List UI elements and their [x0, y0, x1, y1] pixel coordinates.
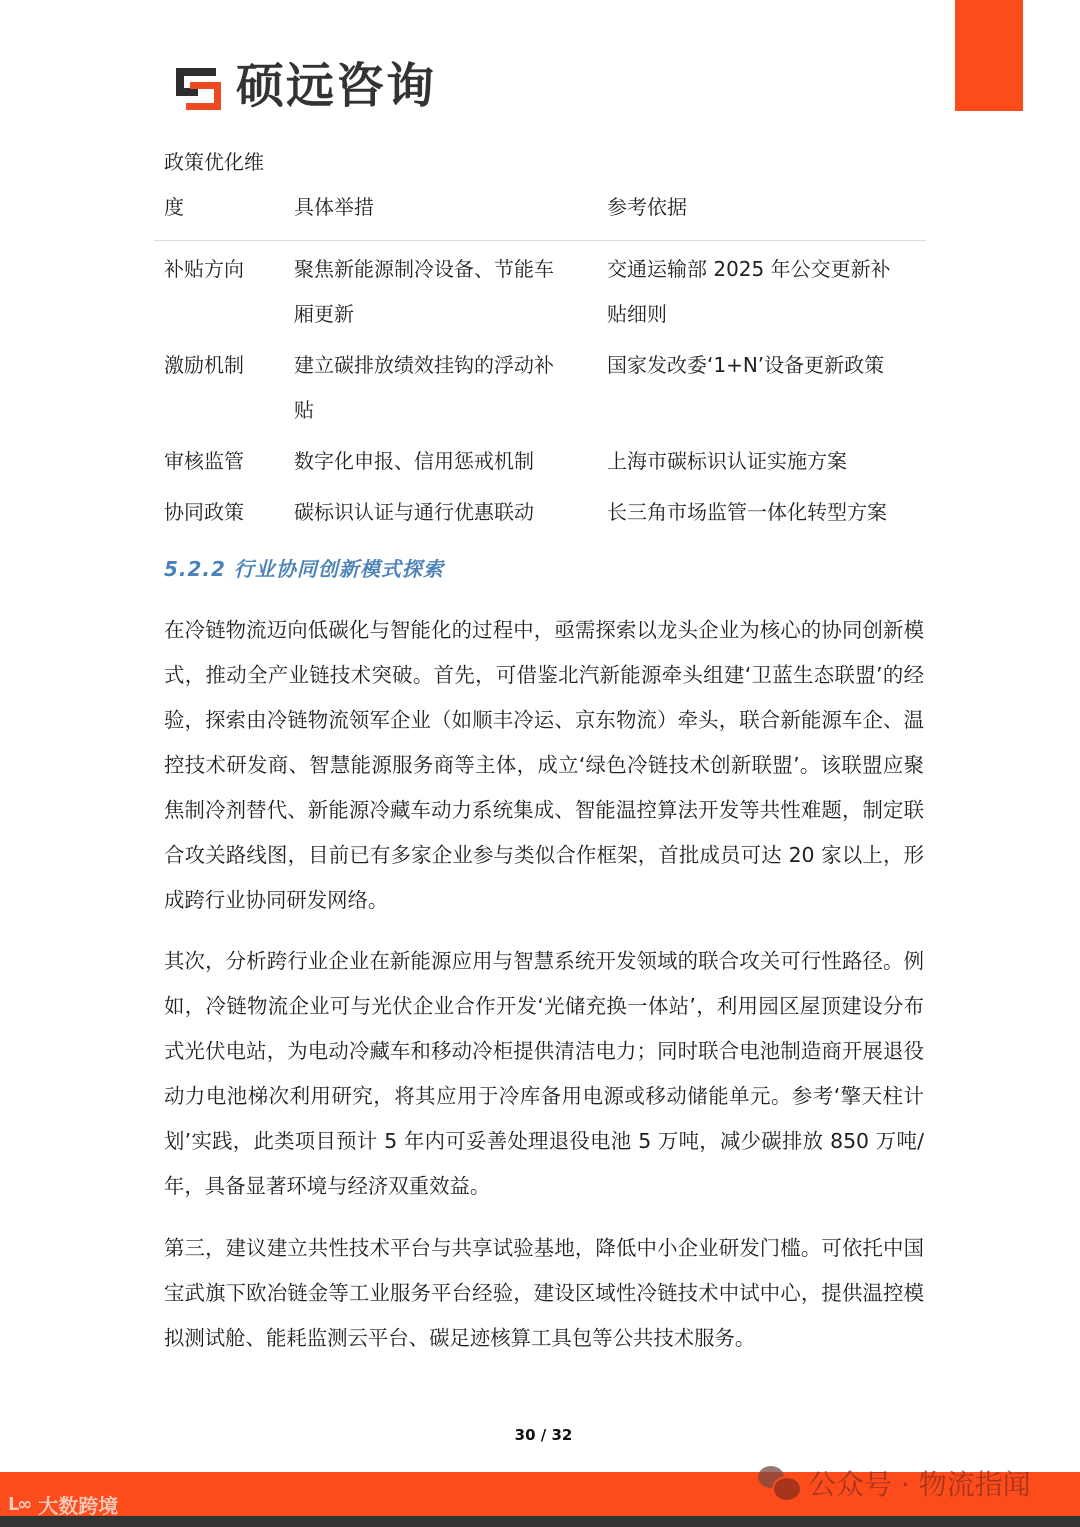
- header-reference: 参考依据: [607, 195, 687, 219]
- paragraph-1: 在冷链物流迈向低碳化与智能化的过程中，亟需探索以龙头企业为核心的协同创新模式，推动全产业链技术突破。首先，可借鉴北汽新能源牵头组建‘卫蓝生态联盟’的经验，探索由冷链物流领军企业（如顺丰冷运、京东物流）牵头，联合新能源车企、温控技术研发商、智慧能源服务商等主体，成立‘绿色冷链技术创新联盟’。该联盟应聚焦制冷剂替代、新能源冷藏车动力系统集成、智能温控算法开发等共性难题，制定联合攻关路线图，目前已有多家企业参与类似合作框架，首批成员可达 20 家以上，形成跨行业协同研发网络。: [164, 618, 924, 912]
- logo-text: 硕远咨询: [236, 58, 437, 114]
- table-row: [154, 343, 926, 433]
- row-dimension: 协同政策: [164, 500, 244, 524]
- table-header-row: [154, 140, 926, 241]
- page-number: 30 / 32: [514, 1426, 573, 1444]
- corner-accent-bar: [955, 0, 1023, 111]
- logo-mark-icon: [176, 62, 224, 110]
- row-reference: 国家发改委‘1+N’设备更新政策: [607, 353, 885, 377]
- table-row: [154, 490, 926, 535]
- row-measure: 贴: [294, 398, 314, 422]
- row-reference: 上海市碳标识认证实施方案: [607, 449, 847, 473]
- table-row: [154, 439, 926, 484]
- row-measure: 碳标识认证与通行优惠联动: [294, 500, 534, 524]
- wechat-account-label: 公众号 · 物流指闻: [808, 1468, 1031, 1501]
- row-measure: 建立碳排放绩效挂钩的浮动补: [294, 353, 554, 377]
- company-logo: [176, 60, 436, 112]
- row-reference: 交通运输部 2025 年公交更新补: [607, 257, 891, 281]
- table-row: [154, 247, 926, 337]
- row-dimension: 审核监管: [164, 449, 244, 473]
- watermark-wechat: [758, 1463, 1031, 1503]
- row-reference: 贴细则: [607, 302, 667, 326]
- row-dimension: 激励机制: [164, 353, 244, 377]
- row-dimension: 补贴方向: [164, 257, 244, 281]
- row-measure: 聚焦新能源制冷设备、节能车: [294, 257, 554, 281]
- paragraph-2: 其次，分析跨行业企业在新能源应用与智慧系统开发领域的联合攻关可行性路径。例如，冷链物流企业可与光伏企业合作开发‘光储充换一体站’，利用园区屋顶建设分布式光伏电站，为电动冷藏车和移动冷柜提供清洁电力；同时联合电池制造商开展退役动力电池梯次利用研究，将其应用于冷库备用电源或移动储能单元。参考‘擎天柱计划’实践，此类项目预计 5 年内可妥善处理退役电池 5 万吨，减少碳排放 850 万吨/年，具备显著环境与经济双重效益。: [164, 949, 924, 1198]
- section-heading: 5.2.2 行业协同创新模式探索: [164, 557, 444, 581]
- wechat-icon: [758, 1466, 800, 1500]
- policy-table: [154, 140, 926, 535]
- row-measure: 数字化申报、信用惩戒机制: [294, 449, 534, 473]
- brand-left-text: 大数跨境: [38, 1494, 119, 1518]
- row-reference: 长三角市场监管一体化转型方案: [607, 500, 887, 524]
- footer-dark-strip: [0, 1516, 1080, 1527]
- header-dimension-line2: 度: [164, 195, 184, 219]
- brand-logo-icon: ᒪ∞: [8, 1494, 31, 1515]
- header-dimension-line1: 政策优化维: [164, 150, 264, 174]
- paragraph-3: 第三，建议建立共性技术平台与共享试验基地，降低中小企业研发门槛。可依托中国宝武旗下欧冶链金等工业服务平台经验，建设区域性冷链技术中试中心，提供温控模拟测试舱、能耗监测云平台、碳足迹核算工具包等公共技术服务。: [164, 1236, 924, 1350]
- watermark-brand-left: [8, 1490, 118, 1519]
- row-measure: 厢更新: [294, 302, 354, 326]
- header-measure: 具体举措: [294, 195, 374, 219]
